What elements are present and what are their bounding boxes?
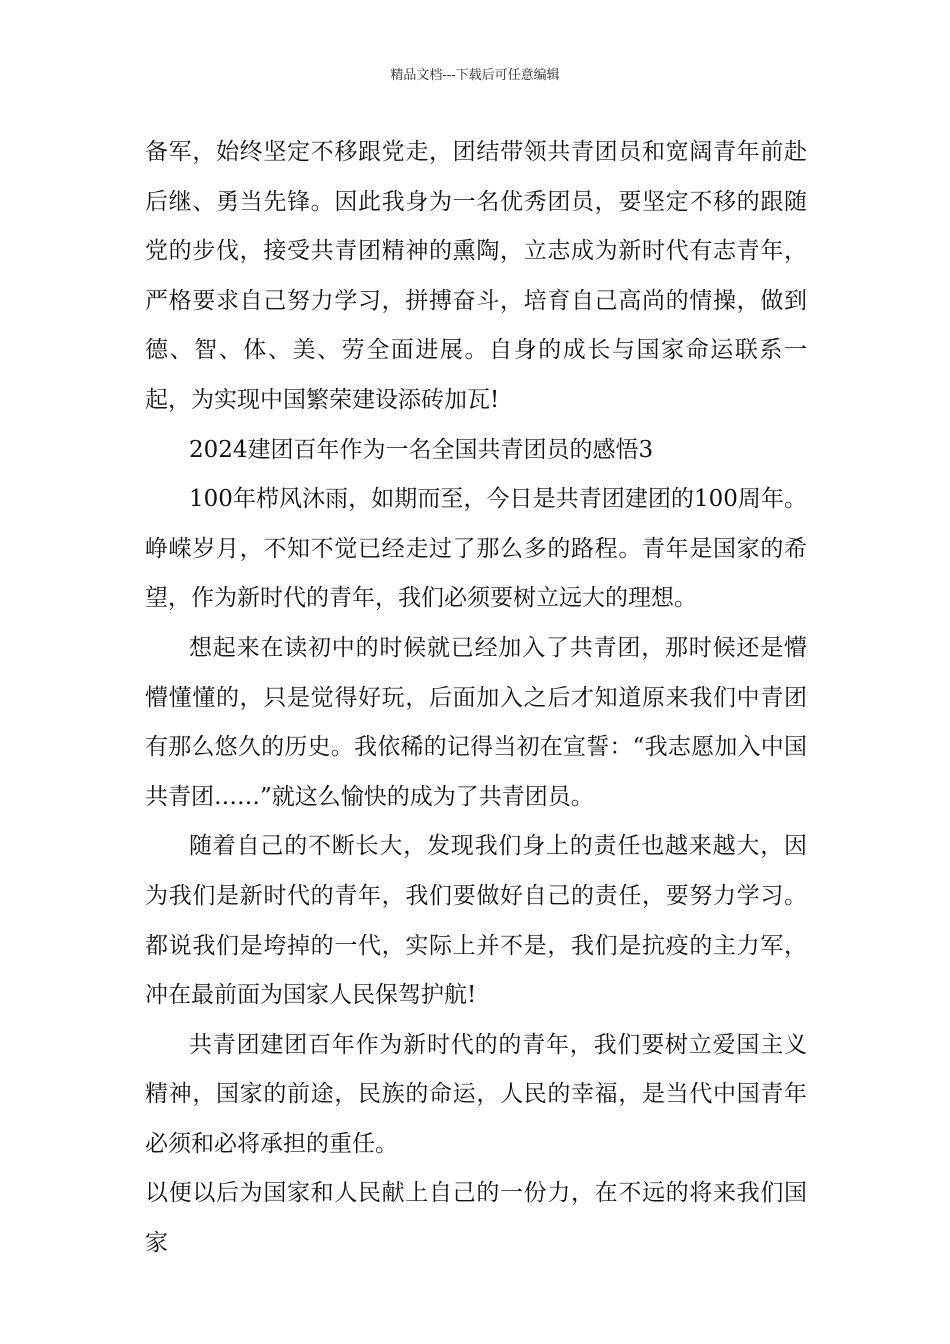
section-heading: 2024建团百年作为一名全国共青团员的感悟3 <box>189 436 654 463</box>
paragraph: 想起来在读初中的时候就已经加入了共青团，那时候还是懵懵懂懂的，只是觉得好玩，后面加入之后才知道原来我们中青团有那么悠久的历史。我依稀的记得当初在宣誓：“我志愿加入中国共青团……”就这么愉快的成为了共青团员。 <box>145 634 807 810</box>
paragraph: 随着自己的不断长大，发现我们身上的责任也越来越大，因为我们是新时代的青年，我们要做好自己的责任，要努力学习。都说我们是垮掉的一代，实际上并不是，我们是抗疫的主力军，冲在最前面为国家人民保驾护航! <box>145 833 807 1009</box>
paragraph: 以便以后为国家和人民献上自己的一份力，在不远的将来我们国家 <box>145 1180 807 1257</box>
paragraph-continuation: 备军，始终坚定不移跟党走，团结带领共青团员和宽阔青年前赴后继、勇当先锋。因此我身为一名优秀团员，要坚定不移的跟随党的步伐，接受共青团精神的熏陶，立志成为新时代有志青年，严格要求自己努力学习，拼搏奋斗，培育自己高尚的情操，做到德、智、体、美、劳全面进展。自身的成长与国家命运联系一起，为实现中国繁荣建设添砖加瓦! <box>145 139 807 413</box>
document-body <box>145 128 807 1269</box>
paragraph: 100年栉风沐雨，如期而至，今日是共青团建团的100周年。峥嵘岁月，不知不觉已经走过了那么多的路程。青年是国家的希望，作为新时代的青年，我们必须要树立远大的理想。 <box>145 486 807 612</box>
page-header: 精品文档---下载后可任意编辑 <box>390 68 560 83</box>
paragraph: 共青团建团百年作为新时代的的青年，我们要树立爱国主义精神，国家的前途，民族的命运，人民的幸福，是当代中国青年必须和必将承担的重任。 <box>145 1031 807 1157</box>
